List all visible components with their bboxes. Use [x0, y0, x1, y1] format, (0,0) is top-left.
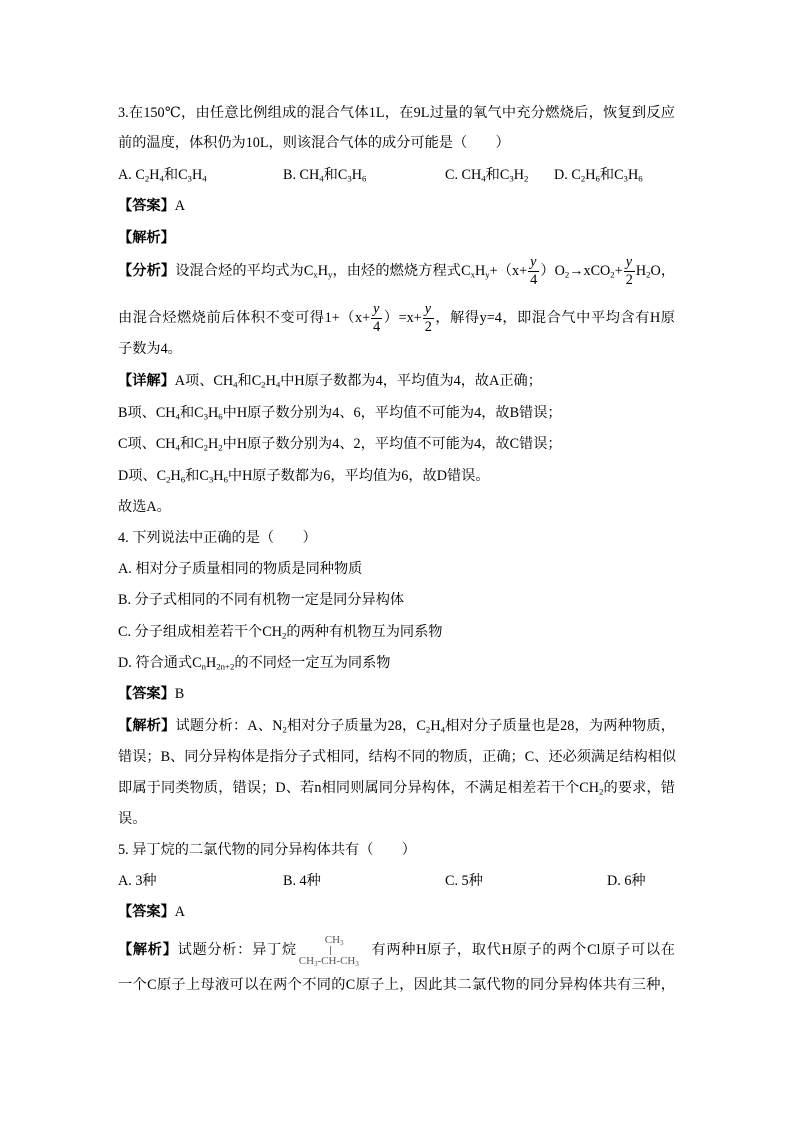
explanation-label: 【解析】: [118, 230, 175, 246]
subscript: 3: [355, 960, 359, 968]
text-run: D. 6种: [607, 873, 646, 889]
subscript: 3: [187, 173, 192, 184]
subscript: 6: [180, 474, 186, 485]
text-run: H: [317, 263, 328, 279]
text-run: 4. 下列说法中正确的是（ ）: [118, 530, 317, 546]
text-run: 相对分子质量为28，C: [286, 718, 426, 734]
subscript: y: [485, 269, 490, 280]
text-run: H: [474, 263, 486, 279]
text-run: 和C: [179, 436, 204, 452]
text-run: 和C: [163, 167, 188, 183]
subscript: 2: [144, 173, 150, 184]
text-run: 和C: [179, 405, 204, 421]
q4-option-d: [118, 652, 675, 674]
analysis-label: 【分析】: [118, 263, 176, 279]
text-run: 前的温度，体积仍为10L，则该混合气体的成分可能是（ ）: [118, 135, 510, 151]
analysis-text: [175, 254, 676, 289]
text-run: B. CH: [283, 167, 320, 183]
q4-stem: [118, 527, 675, 549]
text-run: CH: [324, 933, 341, 946]
text-run: 中H原子数分别为4、2，平均值不可能为4，故C错误；: [222, 436, 562, 452]
bond-line: [330, 946, 331, 955]
answer-value: B: [174, 686, 185, 702]
q5-explanation-line-2: [118, 974, 675, 996]
text-run: 即属于同类物质，错误；D、若n相同则属同分异构体，不满足相差若干个CH: [118, 780, 599, 796]
subscript: 2: [610, 269, 615, 280]
subscript: 2: [425, 724, 431, 735]
text-run: 由混合烃燃烧前后体积不变可得1+（x+: [118, 310, 371, 326]
q4-explanation-line-3: [118, 777, 675, 799]
text-run: 和C: [485, 167, 510, 183]
subscript: 6: [595, 173, 600, 184]
text-run: H: [208, 436, 219, 452]
text-run: D. C: [554, 167, 581, 183]
answer-label: 【答案】: [118, 198, 175, 214]
text-run: 和C: [323, 167, 348, 183]
q4-option-c: [118, 621, 675, 643]
text-run: C. 5种: [445, 873, 483, 889]
text-run: 3.在150℃，由任意比例组成的混合气体1L，在9L过量的氧气中充分燃烧后，恢复到反应: [118, 105, 675, 121]
explanation-text: [371, 942, 675, 958]
q3-analysis-line-1: [118, 253, 675, 289]
text-run: H: [627, 167, 639, 183]
text-run: 5. 异丁烷的二氯代物的同分异构体共有（ ）: [118, 842, 416, 858]
text-run: 和C: [599, 167, 624, 183]
text-run: 试题分析：异丁烷: [177, 942, 297, 958]
text-run: 一个C原子上母液可以在两个不同的C原子上，因此其二氯代物的同分异构体共有三种，: [118, 977, 675, 993]
q3-analysis-line-3: [118, 338, 675, 360]
subscript: x: [470, 269, 475, 280]
q4-explanation-line-2: [118, 746, 675, 768]
q3-option-c: [445, 164, 528, 186]
subscript: 3: [208, 474, 214, 485]
subscript: 3: [203, 411, 209, 422]
subscript: 2: [599, 786, 604, 797]
subscript: 4: [202, 173, 207, 184]
subscript: 3: [314, 960, 318, 968]
text-run: H: [149, 167, 160, 183]
text-run: H: [585, 167, 596, 183]
text-run: A. C: [118, 167, 145, 183]
subscript: y: [327, 269, 333, 280]
q3-option-a: [118, 164, 207, 186]
text-run: 误。: [118, 811, 147, 827]
fraction-denominator: 4: [373, 319, 381, 336]
text-run: 试题分析：A、N: [175, 718, 283, 734]
subscript: 4: [440, 724, 445, 735]
subscript: 3: [623, 173, 628, 184]
text-run: +: [614, 263, 623, 279]
subscript: 4: [233, 379, 238, 390]
text-run: 中H原子数分别为4、6，平均值不可能为4，故B错误；: [222, 405, 562, 421]
text-run: A. 3种: [118, 873, 157, 889]
explanation-text: [176, 718, 675, 734]
q4-answer: [118, 683, 675, 705]
fraction: [423, 302, 434, 335]
subscript: 2: [282, 724, 287, 735]
text-run: A项、CH: [174, 373, 234, 389]
fraction: [624, 255, 635, 288]
q4-explanation-line-1: [118, 715, 675, 737]
text-run: C. 分子组成相差若干个CH: [118, 624, 282, 640]
fraction-numerator: y: [423, 302, 434, 319]
q5-explanation-line-1: [118, 932, 675, 968]
q3-stem-line-1: [118, 102, 675, 124]
q4-option-a: [118, 558, 675, 580]
text-run: 中H原子数都为6，平均值为6，故D错误。: [227, 468, 490, 484]
text-run: D. 符合通式C: [118, 655, 202, 671]
subscript: 2: [203, 442, 209, 453]
structure-branch-label: [325, 934, 344, 946]
text-run: B项、CH: [118, 405, 176, 421]
answer-value: A: [174, 198, 186, 214]
text-run: ）=x+: [383, 310, 422, 326]
fraction: [371, 302, 382, 335]
text-run: 的不同烃一定互为同系物: [234, 655, 391, 671]
text-run: 的两种有机物互为同系物: [286, 624, 443, 640]
q4-option-b: [118, 589, 675, 611]
text-run: 错误；B、同分异构体是指分子式相同，结构不同的物质，正确；C、还必须满足结构相似: [118, 749, 677, 765]
subscript: 4: [175, 411, 180, 422]
text-run: C. CH: [445, 167, 482, 183]
text-run: 子数为4。: [118, 341, 182, 357]
answer-label: 【答案】: [118, 686, 175, 702]
fraction: [528, 255, 539, 288]
fraction-numerator: y: [528, 255, 539, 272]
detail-text: [175, 373, 542, 389]
q4-explanation-line-4: [118, 808, 675, 830]
text-run: ，解得y=4，即混合气中平均含有H原: [434, 310, 675, 326]
text-run: H: [191, 167, 203, 183]
text-run: D项、C: [118, 468, 167, 484]
structure-chain-label: [299, 955, 359, 967]
answer-label: 【答案】: [118, 904, 175, 920]
q3-option-b: [283, 164, 366, 186]
q3-stem-line-2: [118, 132, 675, 154]
text-run: 设混合烃的平均式为C: [175, 263, 314, 279]
text-run: H: [351, 167, 362, 183]
subscript: 4: [275, 379, 281, 390]
subscript: 2: [261, 379, 266, 390]
text-run: H: [213, 468, 224, 484]
fraction-denominator: 2: [625, 272, 633, 289]
q5-option-d: [607, 870, 646, 892]
fraction-numerator: y: [624, 255, 635, 272]
q3-detail-line-1: [118, 370, 675, 392]
subscript: 6: [638, 173, 643, 184]
text-run: ）O: [540, 263, 565, 279]
text-run: +（x+: [489, 263, 528, 279]
q5-option-c: [445, 870, 483, 892]
subscript: 2: [646, 269, 651, 280]
fraction-denominator: 4: [530, 272, 538, 289]
q5-stem: [118, 839, 675, 861]
text-run: H: [205, 655, 217, 671]
text-run: ，由烃的燃烧方程式C: [332, 263, 471, 279]
subscript: 6: [218, 411, 223, 422]
q3-detail-line-3: [118, 433, 675, 455]
text-run: 中H原子数都为4，平均值为4，故A正确；: [280, 373, 542, 389]
text-run: 相对分子质量也是28，为两种物质，: [444, 718, 675, 734]
text-run: O，: [650, 263, 676, 279]
subscript: 4: [159, 173, 164, 184]
text-run: C项、CH: [118, 436, 176, 452]
text-run: →xCO: [569, 263, 611, 279]
explanation-label: 【解析】: [118, 942, 178, 958]
text-run: H: [170, 468, 181, 484]
subscript: 2: [281, 630, 287, 641]
q3-option-d: [554, 164, 643, 186]
answer-value: A: [174, 904, 186, 920]
q5-answer: [118, 901, 675, 923]
text-run: 和C: [185, 468, 209, 484]
text-run: H: [513, 167, 524, 183]
subscript: 3: [509, 173, 514, 184]
explanation-text: [178, 942, 297, 958]
text-run: 的要求，错: [603, 780, 675, 796]
text-run: H: [265, 373, 276, 389]
fraction-numerator: y: [371, 302, 382, 319]
subscript: 2: [523, 173, 529, 184]
q3-detail-line-2: [118, 402, 675, 424]
text-run: H: [208, 405, 219, 421]
text-run: B. 4种: [283, 873, 321, 889]
subscript: x: [313, 269, 318, 280]
text-run: CH: [298, 954, 315, 967]
subscript: 2: [166, 474, 171, 485]
text-run: H: [635, 263, 647, 279]
subscript: 2: [564, 269, 570, 280]
q3-analysis-line-2: [118, 300, 675, 336]
q3-answer: [118, 195, 675, 217]
text-run: -CH-CH: [317, 954, 356, 967]
subscript: 2: [218, 442, 223, 453]
q5-option-b: [283, 870, 321, 892]
subscript: 2n+2: [216, 661, 235, 672]
text-run: 故选A。: [118, 499, 171, 515]
subscript: 6: [223, 474, 228, 485]
q3-explanation-heading: [118, 227, 675, 249]
subscript: 3: [347, 173, 352, 184]
text-run: 有两种H原子，取代H原子的两个Cl原子可以在: [370, 942, 675, 958]
text-run: H: [430, 718, 441, 734]
text-run: 和C: [237, 373, 262, 389]
text-run: B. 分子式相同的不同有机物一定是同分异构体: [118, 592, 405, 608]
subscript: 4: [481, 173, 486, 184]
explanation-label: 【解析】: [118, 718, 176, 734]
q3-conclusion: [118, 496, 675, 518]
subscript: 4: [175, 442, 180, 453]
subscript: 2: [580, 173, 586, 184]
subscript: 3: [340, 939, 344, 947]
q5-option-a: [118, 870, 157, 892]
detail-label: 【详解】: [118, 373, 175, 389]
subscript: 4: [319, 173, 324, 184]
subscript: n: [201, 661, 206, 672]
fraction-denominator: 2: [424, 319, 432, 336]
subscript: 6: [361, 173, 367, 184]
isobutane-structural-formula: [297, 934, 371, 968]
text-run: A. 相对分子质量相同的物质是同种物质: [118, 561, 363, 577]
q3-detail-line-4: [118, 465, 675, 487]
